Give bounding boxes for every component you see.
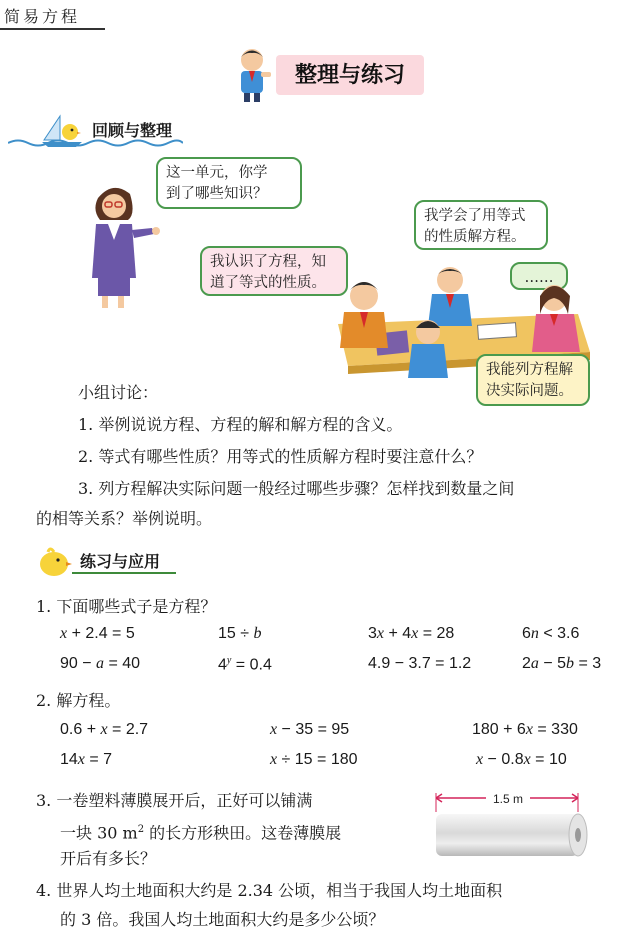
exercise-3-line-2: 一块 30 $m^2$ 的长方形秧田。这卷薄膜展 (60, 823, 342, 843)
ex1-expression-8: 2a − 5b = 3 (522, 655, 602, 672)
ex1-expression-5: 90 − a = 40 (60, 655, 141, 672)
ex1-expression-3: 3x + 4x = 28 (368, 625, 455, 642)
boy-bottom-speech-bubble (476, 354, 590, 406)
exercise-4-line-1: 4. 世界人均土地面积大约是 2.34 公顷，相当于我国人均土地面积 (36, 881, 503, 900)
discussion-question-2: 2. 等式有哪些性质？用等式的性质解方程时要注意什么？ (78, 447, 483, 466)
ex2-equation-5: x ÷ 15 = 180 (270, 751, 358, 768)
boy-top-speech-bubble (414, 200, 548, 250)
exercise-2-prompt: 2. 解方程。 (36, 691, 121, 710)
exercise-1-prompt: 1. 下面哪些式子是方程？ (36, 597, 217, 616)
boy-left-bubble-line-1: 我认识了方程，知 (210, 254, 326, 270)
ex2-equation-1: 0.6 + x = 2.7 (60, 721, 149, 738)
exercise-3-line-1: 3. 一卷塑料薄膜展开后，正好可以铺满 (36, 791, 313, 810)
boy-top-bubble-line-2: 的性质解方程。 (424, 229, 526, 245)
boy-mascot-icon (228, 44, 276, 102)
roll-width-label: 1.5 m (486, 792, 530, 806)
boy-left-speech-bubble (200, 246, 348, 296)
section-review-title: 回顾与整理 (92, 121, 173, 140)
boy-bottom-bubble-line-2: 决实际问题。 (486, 383, 573, 399)
girl-bubble-text: …… (524, 270, 554, 286)
discussion-question-3-cont: 的相等关系？举例说明。 (36, 509, 213, 528)
ex1-expression-2: 15 ÷ b (218, 625, 262, 642)
teacher-illustration (78, 180, 168, 310)
boy-bottom-bubble-line-1: 我能列方程解 (486, 362, 573, 378)
wave-divider (8, 138, 183, 148)
discussion-question-3: 3. 列方程解决实际问题一般经过哪些步骤？怎样找到数量之间 (78, 479, 515, 498)
discussion-heading: 小组讨论： (78, 383, 159, 402)
boy-top-bubble-line-1: 我学会了用等式 (424, 208, 526, 224)
boy-left-bubble-line-2: 道了等式的性质。 (210, 275, 326, 291)
header-rule (0, 28, 105, 30)
exercise-3-line-3: 开后有多长？ (60, 849, 157, 868)
teacher-bubble-line-1: 这一单元，你学 (166, 165, 268, 181)
ex1-expression-6: $4^y = 0.4$ (218, 655, 272, 674)
teacher-speech-bubble (156, 157, 302, 209)
exercise-4-line-2: 的 3 倍。我国人均土地面积大约是多少公顷？ (60, 910, 385, 929)
teacher-bubble-line-2: 到了哪些知识？ (166, 186, 268, 202)
ex1-expression-7: 4.9 − 3.7 = 1.2 (368, 655, 472, 672)
ex2-equation-6: x − 0.8x = 10 (476, 751, 567, 768)
ex2-equation-3: 180 + 6x = 330 (472, 721, 578, 738)
ex2-equation-4: 14x = 7 (60, 751, 113, 768)
chapter-header: 简易方程 (4, 7, 81, 26)
section-practice-underline (72, 572, 176, 574)
ex2-equation-2: x − 35 = 95 (270, 721, 350, 738)
ex1-expression-1: x + 2.4 = 5 (60, 625, 135, 642)
ex1-expression-4: 6n < 3.6 (522, 625, 580, 642)
section-practice-title: 练习与应用 (80, 552, 161, 571)
page-title: 整理与练习 (294, 62, 405, 88)
discussion-question-1: 1. 举例说说方程、方程的解和解方程的含义。 (78, 415, 403, 434)
